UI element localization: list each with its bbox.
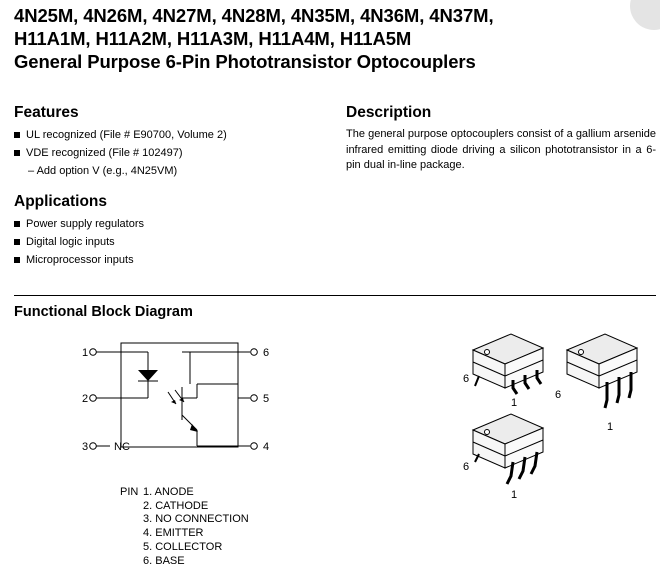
pkg-pin-label: 1 bbox=[511, 489, 518, 501]
title-line-1: 4N25M, 4N26M, 4N27M, 4N28M, 4N35M, 4N36M, 4N37M, bbox=[14, 5, 494, 26]
pin-list-item: 5. COLLECTOR bbox=[143, 540, 223, 553]
applications-heading: Applications bbox=[14, 193, 108, 210]
title-line-2: H11A1M, H11A2M, H11A3M, H11A4M, H11A5M bbox=[14, 28, 412, 49]
pin-number: 4 bbox=[263, 441, 270, 453]
pkg-pin-label: 6 bbox=[463, 373, 470, 385]
list-item: VDE recognized (File # 102497) bbox=[14, 144, 227, 162]
pin-list-item: 2. CATHODE bbox=[143, 499, 209, 512]
bullet-icon bbox=[14, 257, 20, 263]
pin-list-item: 1. ANODE bbox=[143, 486, 194, 498]
list-item: UL recognized (File # E90700, Volume 2) bbox=[14, 126, 227, 144]
emitter-arrow-icon bbox=[190, 424, 198, 432]
title-line-3: General Purpose 6-Pin Phototransistor Optocouplers bbox=[14, 51, 476, 72]
pkg-pin-label: 1 bbox=[607, 421, 614, 433]
list-item: Digital logic inputs bbox=[14, 233, 144, 251]
description-heading: Description bbox=[346, 104, 432, 121]
applications-list bbox=[14, 215, 144, 269]
pin-number: 1 bbox=[82, 347, 89, 359]
package-chip-1 bbox=[473, 334, 543, 394]
pin-list-item: 6. BASE bbox=[143, 554, 185, 567]
list-item: Microprocessor inputs bbox=[14, 251, 144, 269]
pin-list-item: 3. NO CONNECTION bbox=[143, 513, 249, 526]
functional-block-diagram bbox=[80, 340, 290, 460]
description-text: The general purpose optocouplers consist of a gallium arsenide infrared emitting diode driving a silicon phototransistor in a 6-pin dual in-line package. bbox=[346, 128, 656, 171]
pin-terminal bbox=[90, 443, 97, 450]
list-item: Power supply regulators bbox=[14, 215, 144, 233]
pin-list-label: PIN bbox=[120, 486, 139, 498]
pin-terminal bbox=[251, 349, 258, 356]
bullet-icon bbox=[14, 221, 20, 227]
led-diode-icon bbox=[138, 370, 158, 381]
pkg-pin-label: 6 bbox=[463, 461, 470, 473]
bullet-icon bbox=[14, 132, 20, 138]
pin-terminal bbox=[251, 395, 258, 402]
package-outline bbox=[121, 343, 238, 447]
package-chip-2 bbox=[567, 334, 637, 408]
pkg-pin-label: 6 bbox=[555, 389, 562, 401]
pin-number: 5 bbox=[263, 393, 270, 405]
bullet-icon bbox=[14, 150, 20, 156]
list-subitem: – Add option V (e.g., 4N25VM) bbox=[28, 165, 178, 177]
pin-number: 3 bbox=[82, 441, 89, 453]
block-diagram-heading: Functional Block Diagram bbox=[14, 304, 193, 320]
pin-number: 2 bbox=[82, 393, 89, 405]
pin-list-item: 4. EMITTER bbox=[143, 527, 204, 540]
pin-terminal bbox=[90, 395, 97, 402]
nc-label: NC bbox=[114, 441, 130, 453]
pkg-pin-label: 1 bbox=[511, 397, 518, 409]
features-heading: Features bbox=[14, 104, 79, 121]
bullet-icon bbox=[14, 239, 20, 245]
package-chip-3 bbox=[473, 414, 543, 484]
features-list bbox=[14, 126, 227, 180]
section-divider bbox=[14, 295, 656, 296]
package-illustrations bbox=[455, 320, 660, 510]
document-title bbox=[14, 4, 654, 73]
pin-terminal bbox=[90, 349, 97, 356]
pin-number: 6 bbox=[263, 347, 270, 359]
pin-list bbox=[120, 486, 249, 568]
pin-terminal bbox=[251, 443, 258, 450]
